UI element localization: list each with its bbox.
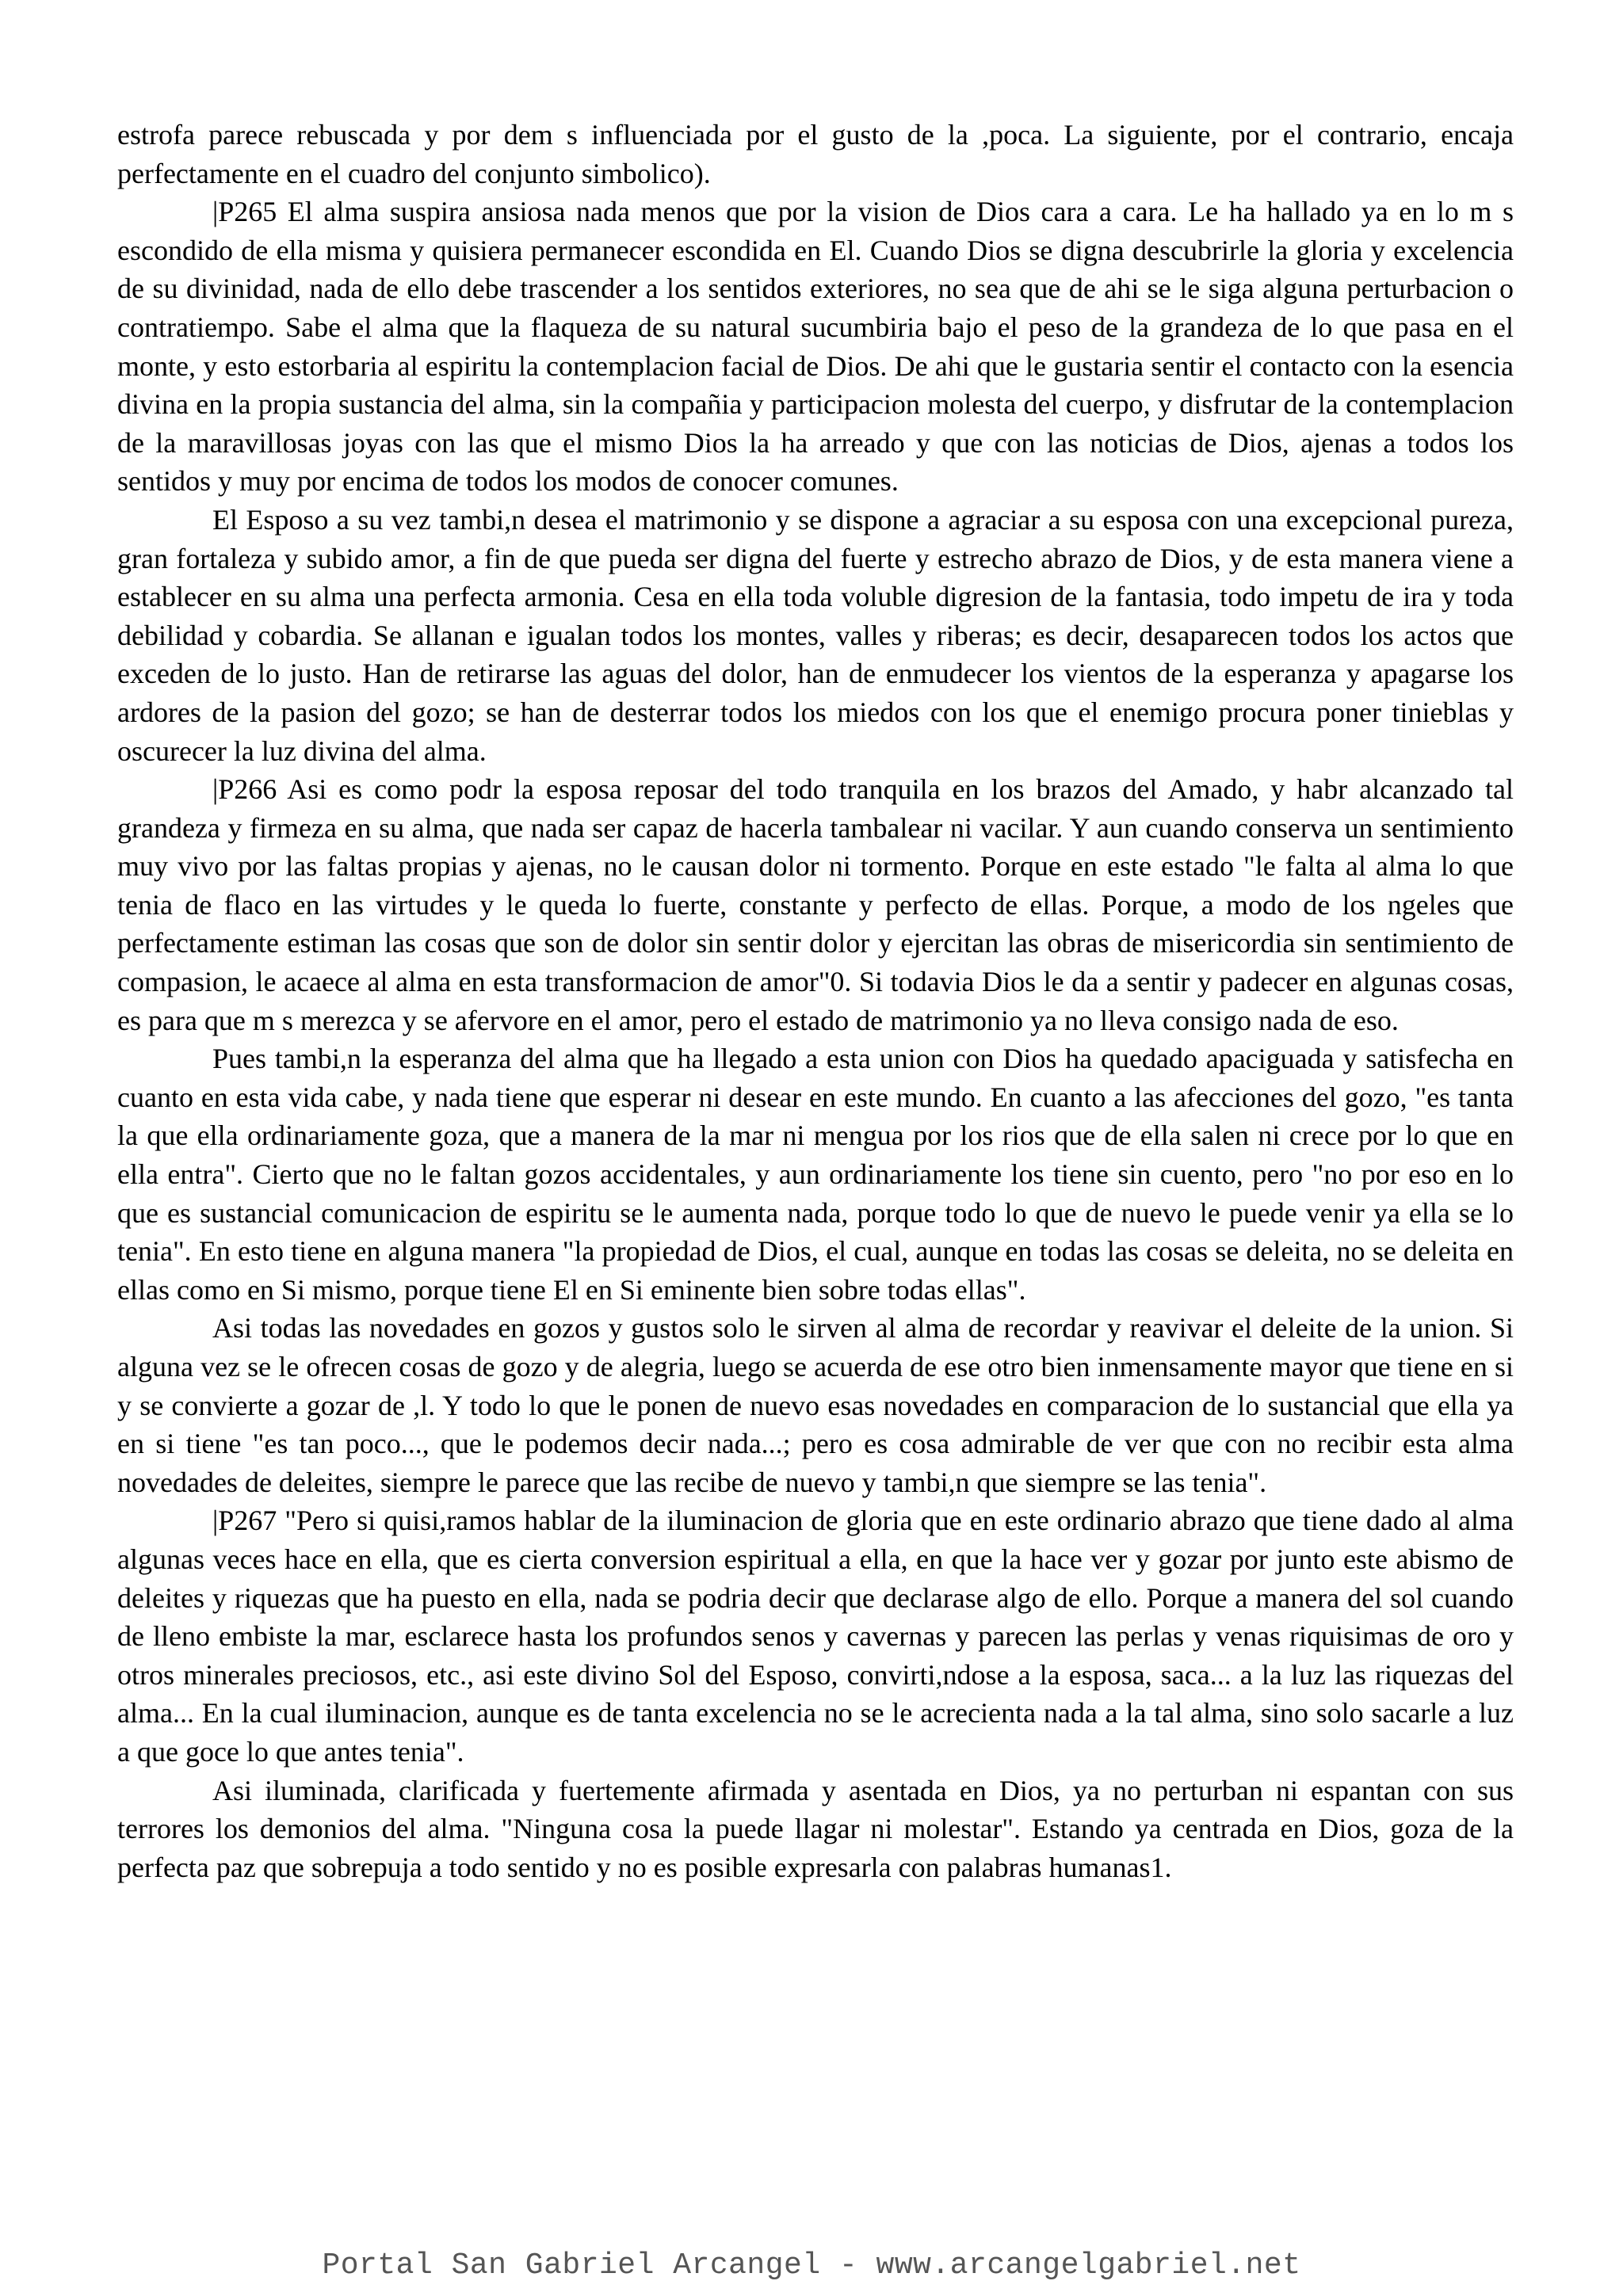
paragraph-continuation: estrofa parece rebuscada y por dem s influenciada por el gusto de la ,poca. La siguiente, por el contrario, encaja perfectamente en el cuadro del conjunto simbolico).: [117, 119, 1514, 189]
document-body: [117, 116, 1514, 1886]
paragraph-novedades: Asi todas las novedades en gozos y gustos solo le sirven al alma de recordar y reavivar el deleite de la union. Si alguna vez se le ofrecen cosas de gozo y de alegria, luego se acuerda de ese otro bien inmensamente mayor que tiene en si y se convierte a gozar de ,l. Y todo lo que le ponen de nuevo esas novedades en comparacion de lo sustancial que ella ya en si tiene "es tan poco..., que le podemos decir nada...; pero es cosa admirable de ver que con no recibir esta alma novedades de deleites, siempre le parece que las recibe de nuevo y tambi,n que siempre se las tenia".: [117, 1312, 1514, 1498]
paragraph-esposo: El Esposo a su vez tambi,n desea el matrimonio y se dispone a agraciar a su esposa con una excepcional pureza, gran fortaleza y subido amor, a fin de que pueda ser digna del fuerte y estrecho abrazo de Dios, y de esta manera viene a establecer en su alma una perfecta armonia. Cesa en ella toda voluble digresion de la fantasia, todo impetu de ira y toda debilidad y cobardia. Se allanan e igualan todos los montes, valles y riberas; es decir, desaparecen todos los actos que exceden de lo justo. Han de retirarse las aguas del dolor, han de enmudecer los vientos de la esperanza y apagarse los ardores de la pasion del gozo; se han de desterrar todos los miedos con los que el enemigo procura poner tinieblas y oscurecer la luz divina del alma.: [117, 503, 1514, 767]
page-footer: Portal San Gabriel Arcangel - www.arcangelgabriel.net: [322, 2248, 1301, 2283]
paragraph-iluminada: Asi iluminada, clarificada y fuertemente afirmada y asentada en Dios, ya no perturban ni espantan con sus terrores los demonios del alma. "Ninguna cosa la puede llagar ni molestar". Estando ya centrada en Dios, goza de la perfecta paz que sobrepuja a todo sentido y no es posible expresarla con palabras humanas1.: [117, 1774, 1514, 1883]
paragraph-p265: |P265 El alma suspira ansiosa nada menos que por la vision de Dios cara a cara. Le ha hallado ya en lo m s escondido de ella misma y quisiera permanecer escondida en El. Cuando Dios se digna descubrirle la gloria y excelencia de su divinidad, nada de ello debe trascender a los sentidos exteriores, no sea que de ahi se le siga alguna perturbacion o contratiempo. Sabe el alma que la flaqueza de su natural sucumbiria bajo el peso de la grandeza de lo que pasa en el monte, y esto estorbaria al espiritu la contemplacion facial de Dios. De ahi que le gustaria sentir el contacto con la esencia divina en la propia sustancia del alma, sin la compañia y participacion molesta del cuerpo, y disfrutar de la contemplacion de la maravillosas joyas con las que el mismo Dios la ha arreado y que con las noticias de Dios, ajenas a todos los sentidos y muy por encima de todos los modos de conocer comunes.: [117, 196, 1514, 498]
paragraph-p267: |P267 "Pero si quisi,ramos hablar de la iluminacion de gloria que en este ordinario abrazo que tiene dado al alma algunas veces hace en ella, que es cierta conversion espiritual a ella, en que la hace ver y gozar por junto este abismo de deleites y riquezas que ha puesto en ella, nada se podria decir que declarase algo de ello. Porque a manera del sol cuando de lleno embiste la mar, esclarece hasta los profundos senos y cavernas y parecen las perlas y venas riquisimas de oro y otros minerales preciosos, etc., asi este divino Sol del Esposo, convirti,ndose a la esposa, saca... a la luz las riquezas del alma... En la cual iluminacion, aunque es de tanta excelencia no se le acrecienta nada a la tal alma, sino solo sacarle a luz a que goce lo que antes tenia".: [117, 1505, 1514, 1768]
paragraph-p266: |P266 Asi es como podr la esposa reposar del todo tranquila en los brazos del Amado, y habr alcanzado tal grandeza y firmeza en su alma, que nada ser capaz de hacerla tambalear ni vacilar. Y aun cuando conserva un sentimiento muy vivo por las faltas propias y ajenas, no le causan dolor ni tormento. Porque en este estado "le falta al alma lo que tenia de flaco en las virtudes y le queda lo fuerte, constante y perfecto de ellas. Porque, a modo de los ngeles que perfectamente estiman las cosas que son de dolor sin sentir dolor y ejercitan las obras de misericordia sin sentimiento de compasion, le acaece al alma en esta transformacion de amor"0. Si todavia Dios le da a sentir y padecer en algunas cosas, es para que m s merezca y se afervore en el amor, pero el estado de matrimonio ya no lleva consigo nada de eso.: [117, 773, 1514, 1036]
paragraph-esperanza: Pues tambi,n la esperanza del alma que ha llegado a esta union con Dios ha quedado apaciguada y satisfecha en cuanto en esta vida cabe, y nada tiene que esperar ni desear en este mundo. En cuanto a las afecciones del gozo, "es tanta la que ella ordinariamente goza, que a manera de la mar ni mengua por los rios que de ella salen ni crece por lo que en ella entra". Cierto que no le faltan gozos accidentales, y aun ordinariamente los tiene sin cuento, pero "no por eso en lo que es sustancial comunicacion de espiritu se le aumenta nada, porque todo lo que de nuevo le puede venir ya ella se lo tenia". En esto tiene en alguna manera "la propiedad de Dios, el cual, aunque en todas las cosas se deleita, no se deleita en ellas como en Si mismo, porque tiene El en Si eminente bien sobre todas ellas".: [117, 1043, 1514, 1306]
